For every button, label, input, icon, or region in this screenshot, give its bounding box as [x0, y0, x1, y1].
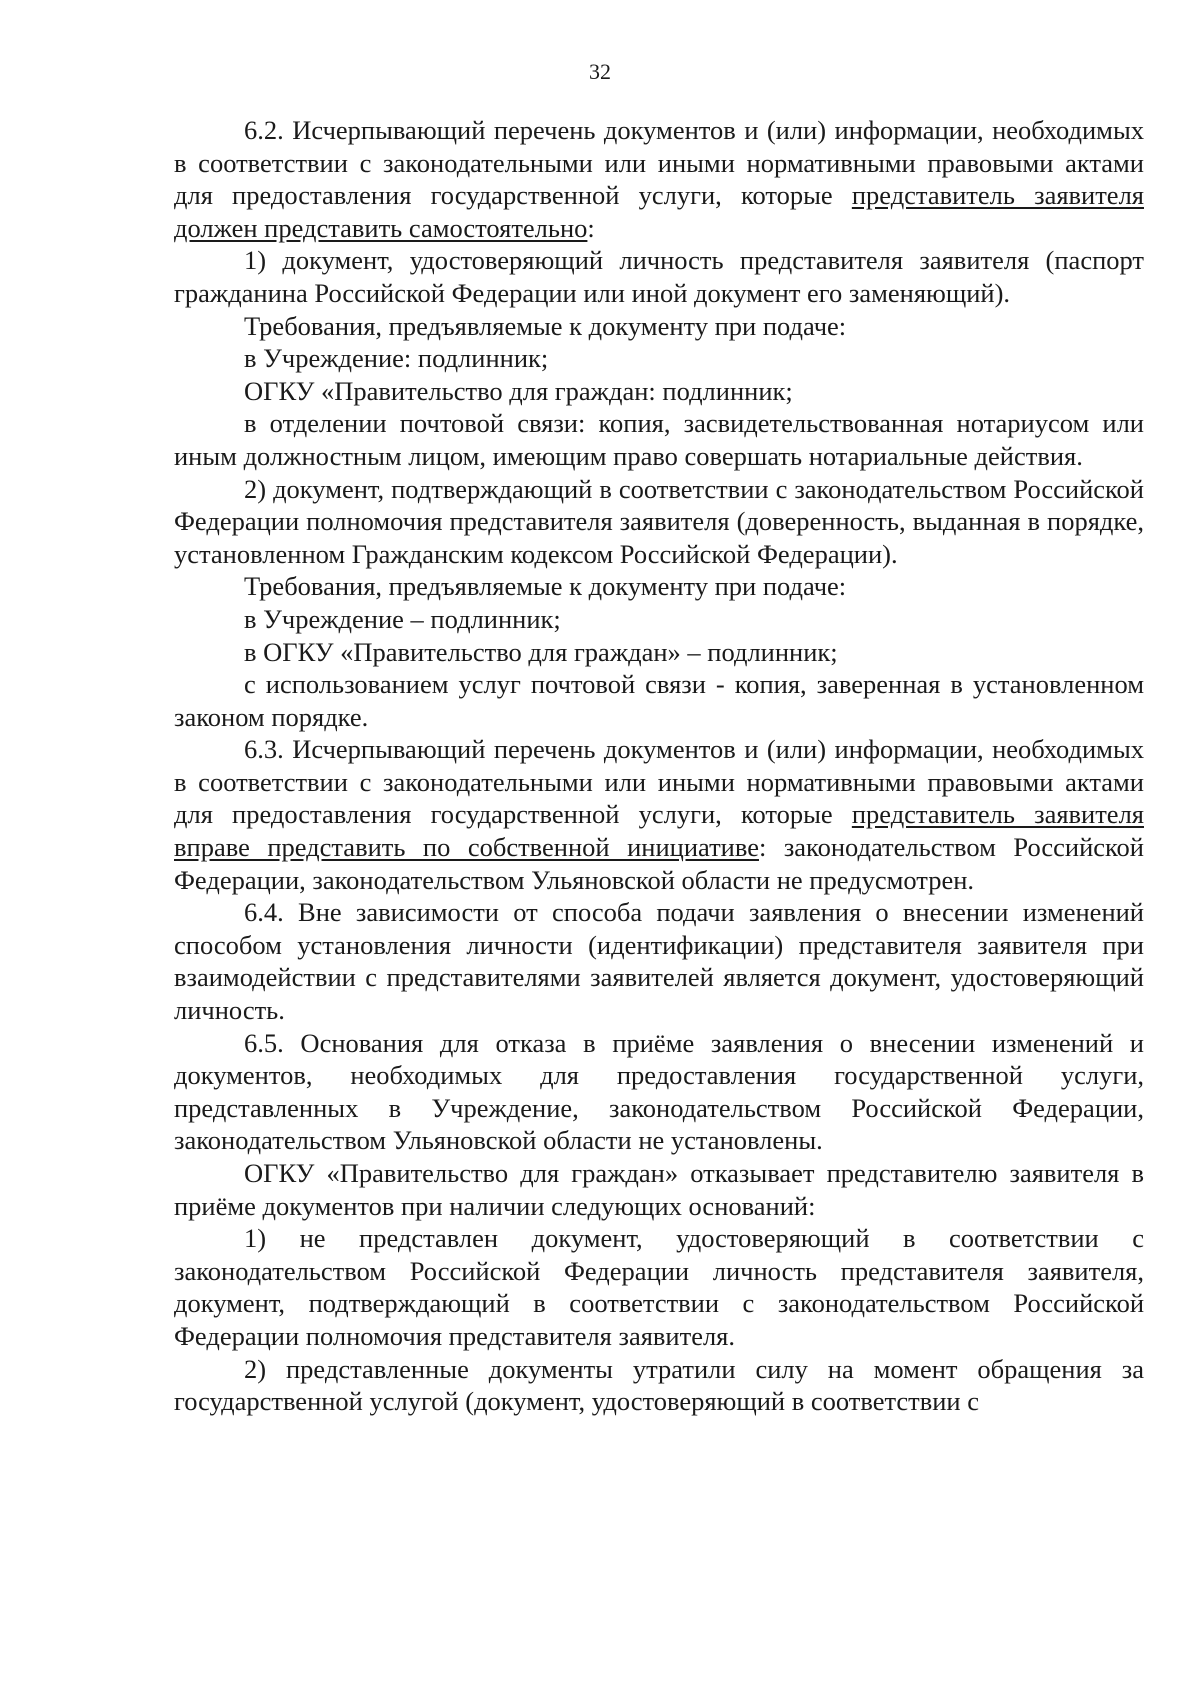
paragraph-6-2-tail: : — [587, 212, 595, 243]
paragraph-6-2 — [174, 114, 1144, 244]
paragraph-6-4: 6.4. Вне зависимости от способа подачи заявления о внесении изменений способом установления личности (идентификации) представителя заявителя при взаимодействии с представителями заявителей является документ, удостоверяющий личность. — [174, 897, 1144, 1026]
paragraph-6-2-item-2: 2) документ, подтверждающий в соответствии с законодательством Российской Федерации полномочия представителя заявителя (доверенность, выданная в порядке, установленном Гражданским кодексом Российской Федерации). — [174, 473, 1144, 569]
paragraph-6-2-item-1: 1) документ, удостоверяющий личность представителя заявителя (паспорт гражданина Российской Федерации или иной документ его заменяющий). — [174, 245, 1144, 308]
paragraph-6-3-tail: : законодательством Российской Федерации, законодательством Ульяновской области не предусмотрен. — [174, 832, 1144, 895]
paragraph-6-2-item-1-ogku: ОГКУ «Правительство для граждан: подлинник; — [244, 375, 793, 406]
page-number: 32 — [589, 59, 611, 84]
paragraph-6-3 — [174, 733, 1144, 896]
paragraph-6-2-item-1-requirements: Требования, предъявляемые к документу при подаче: — [244, 310, 847, 341]
paragraph-6-2-lead: 6.2. Исчерпывающий перечень документов и (или) информации, необходимых в соответствии с законодательными или иными нормативными правовыми актами для предоставления государственной услуги, которые — [174, 115, 1144, 211]
paragraph-6-5-item-2: 2) представленные документы утратили силу на момент обращения за государственной услугой (документ, удостоверяющий в соответствии с — [174, 1353, 1144, 1417]
document-body — [174, 114, 1144, 1418]
paragraph-6-2-item-2-post: с использованием услуг почтовой связи - копия, заверенная в установленном законом порядке. — [174, 669, 1144, 732]
paragraph-6-5-item-1: 1) не представлен документ, удостоверяющий в соответствии с законодательством Российской Федерации личность представителя заявителя, документ, подтверждающий в соответствии с законодательством Российской Федерации полномочия представителя заявителя. — [174, 1223, 1144, 1351]
paragraph-6-2-item-2-requirements: Требования, предъявляемые к документу при подаче: — [244, 571, 847, 602]
paragraph-6-5: 6.5. Основания для отказа в приёме заявления о внесении изменений и документов, необходимых для предоставления государственной услуги, представленных в Учреждение, законодательством Российской Федерации, законодательством Ульяновской области не установлены. — [174, 1027, 1144, 1156]
paragraph-6-5-ogku: ОГКУ «Правительство для граждан» отказывает представителю заявителя в приёме документов при наличии следующих оснований: — [174, 1158, 1144, 1221]
paragraph-6-3-underlined: представитель заявителя вправе представить по собственной инициативе — [174, 799, 1144, 863]
paragraph-6-2-item-2-ogku: в ОГКУ «Правительство для граждан» – подлинник; — [244, 636, 838, 667]
paragraph-6-2-item-2-institution: в Учреждение – подлинник; — [244, 603, 561, 634]
paragraph-6-2-underlined: представитель заявителя должен представить самостоятельно — [174, 180, 1144, 243]
paragraph-6-3-lead: 6.3. Исчерпывающий перечень документов и (или) информации, необходимых в соответствии с законодательными или иными нормативными правовыми актами для предоставления государственной услуги, которые — [174, 734, 1144, 830]
paragraph-6-2-item-1-post: в отделении почтовой связи: копия, засвидетельствованная нотариусом или иным должностным лицом, имеющим право совершать нотариальные действия. — [174, 408, 1144, 471]
paragraph-6-2-item-1-institution: в Учреждение: подлинник; — [244, 343, 549, 374]
